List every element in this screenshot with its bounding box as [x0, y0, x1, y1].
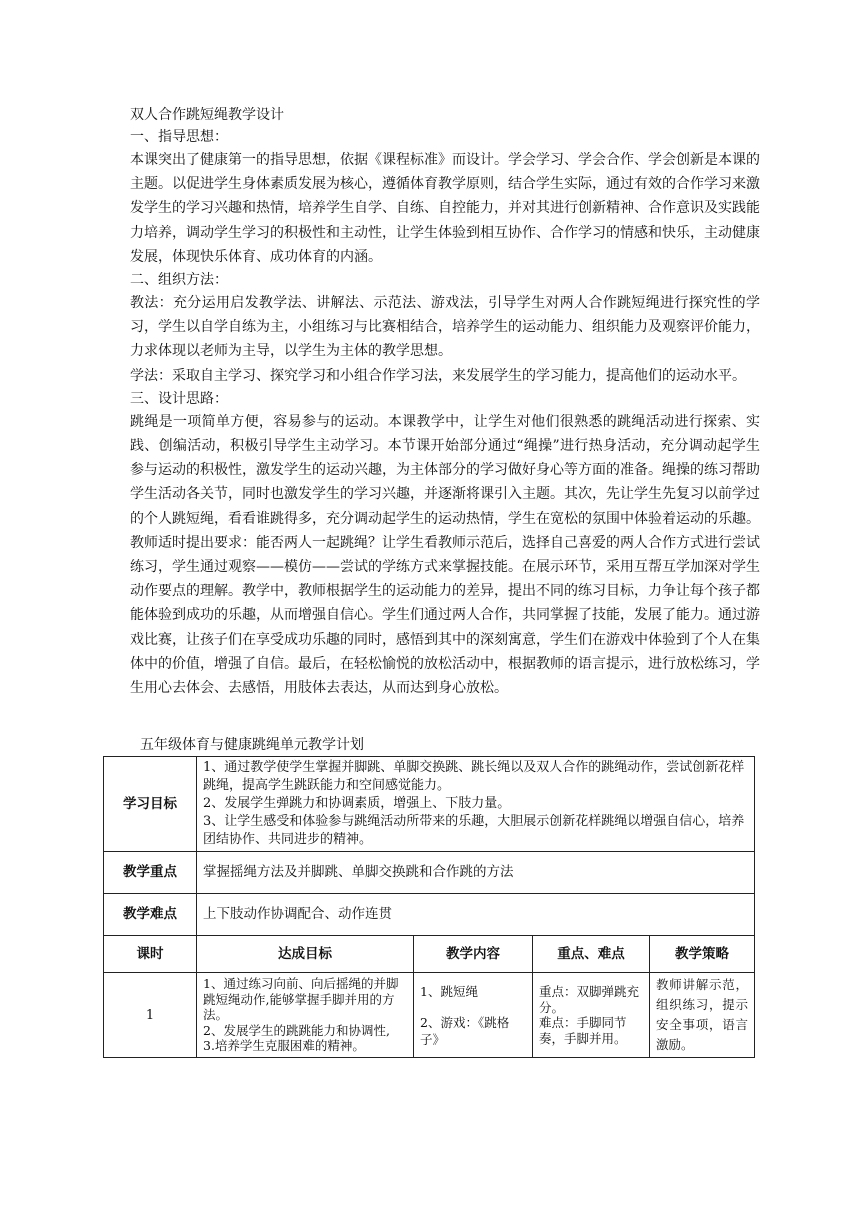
document-body — [130, 104, 760, 700]
document-title: 双人合作跳短绳教学设计 — [130, 107, 284, 123]
key-points-value: 掌握摇绳方法及并脚跳、单脚交换跳和合作跳的方法 — [197, 852, 755, 894]
key-item: 重点：双脚弹跳充分。 — [539, 984, 640, 1015]
paragraph-design-idea: 跳绳是一项简单方便，容易参与的运动。本课教学中，让学生对他们很熟悉的跳绳活动进行探索、实践、创编活动，积极引导学生主动学习。本节课开始部分通过“绳操”进行热身活动，充分调动起学生参与运动的积极性，激发学生的运动兴趣，为主体部分的学习做好身心等方面的准备。绳操的练习帮助学生活动各关节，同时也激发学生的学习兴趣，并逐渐将课引入主题。其次，先让学生先复习以前学过的个人跳短绳，看看谁跳得多，充分调动起学生的运动热情，学生在宽松的氛围中体验着运动的乐趣。教师适时提出要求：能否两人一起跳绳？让学生看教师示范后，选择自己喜爱的两人合作方式进行尝试练习，学生通过观察——模仿——尝试的学练方式来掌握技能。在展示环节，采用互帮互学加深对学生动作要点的理解。教学中，教师根据学生的运动能力的差异，提出不同的练习目标，力争让每个孩子都能体验到成功的乐趣，从而增强自信心。学生们通过两人合作，共同掌握了技能，发展了能力。通过游戏比赛，让孩子们在享受成功乐趣的同时，感悟到其中的深刻寓意，学生们在游戏中体验到了个人在集体中的价值，增强了自信。最后，在轻松愉悦的放松活动中，根据教师的语言提示，进行放松练习，学生用心去体会、去感悟，用肢体去表达，从而达到身心放松。 — [130, 413, 760, 697]
content-cell — [414, 973, 533, 1058]
difficulties-label: 教学难点 — [104, 894, 197, 936]
content-item: 2、游戏：《跳格子》 — [420, 1014, 510, 1047]
content-item: 1、跳短绳 — [420, 983, 478, 999]
objective-item: 3.培养学生克服困难的精神。 — [203, 1038, 365, 1054]
goal-item: 3、让学生感受和体验参与跳绳活动所带来的乐趣，大胆展示创新花样跳绳以增强自信心，培养团结协作、共同进步的精神。 — [203, 814, 745, 847]
paragraph-teaching-method: 教法：充分运用启发教学法、讲解法、示范法、游戏法，引导学生对两人合作跳短绳进行探究性的学习，学生以自学自练为主，小组练习与比赛相结合，培养学生的运动能力、组织能力及观察评价能力，力求体现以老师为主导，以学生为主体的教学思想。 — [130, 295, 760, 360]
objective-item: 2、发展学生的跳跳能力和协调性, — [203, 1022, 390, 1038]
strategy-cell: 教师讲解示范，组织练习，提示安全事项，语言激励。 — [650, 973, 755, 1058]
section-heading-organization: 二、组织方法： — [130, 272, 228, 289]
table-row — [104, 973, 755, 1058]
goal-item: 1、通过教学使学生掌握并脚跳、单脚交换跳、跳长绳以及双人合作的跳绳动作，尝试创新花样跳绳，提高学生跳跃能力和空间感觉能力。 — [203, 760, 745, 793]
unit-plan-table — [103, 756, 755, 1058]
difficult-item: 难点：手脚同节奏，手脚并用。 — [539, 1015, 627, 1046]
column-header-key-difficult: 重点、难点 — [533, 936, 650, 973]
column-header-strategy: 教学策略 — [650, 936, 755, 973]
section-heading-design-idea: 三、设计思路： — [130, 390, 228, 407]
key-difficult-cell — [533, 973, 650, 1058]
table-header-row — [104, 936, 755, 973]
column-header-content: 教学内容 — [414, 936, 533, 973]
goal-item: 2、发展学生弹跳力和协调素质，增强上、下肢力量。 — [203, 796, 511, 811]
goals-label: 学习目标 — [104, 757, 197, 852]
column-header-lesson: 课时 — [104, 936, 197, 973]
paragraph-learning-method: 学法：采取自主学习、探究学习和小组合作学习法，来发展学生的学习能力，提高他们的运动水平。 — [130, 367, 746, 384]
lesson-number: 1 — [104, 973, 197, 1058]
goals-cell — [197, 757, 755, 852]
key-points-row — [104, 852, 755, 894]
section-heading-guiding-thought: 一、指导思想： — [130, 129, 228, 145]
paragraph-guiding-thought: 本课突出了健康第一的指导思想，依据《课程标准》而设计。学会学习、学会合作、学会创新是本课的主题。以促进学生身体素质发展为核心，遵循体育教学原则，结合学生实际，通过有效的合作学习来激发学生的学习兴趣和热情，培养学生自学、自练、自控能力，并对其进行创新精神、合作意识及实践能力培养，调动学生学习的积极性和主动性，让学生体验到相互协作、合作学习的情感和快乐，主动健康发展，体现快乐体育、成功体育的内涵。 — [130, 152, 760, 265]
goals-row — [104, 757, 755, 852]
column-header-objectives: 达成目标 — [197, 936, 414, 973]
difficulties-row — [104, 894, 755, 936]
objective-item: 1、通过练习向前、向后摇绳的并脚跳短绳动作,能够掌握手脚并用的方法。 — [203, 976, 399, 1023]
difficulties-value: 上下肢动作协调配合、动作连贯 — [197, 894, 755, 936]
objectives-cell — [197, 973, 414, 1058]
unit-plan-title: 五年级体育与健康跳绳单元教学计划 — [140, 737, 364, 753]
key-points-label: 教学重点 — [104, 852, 197, 894]
